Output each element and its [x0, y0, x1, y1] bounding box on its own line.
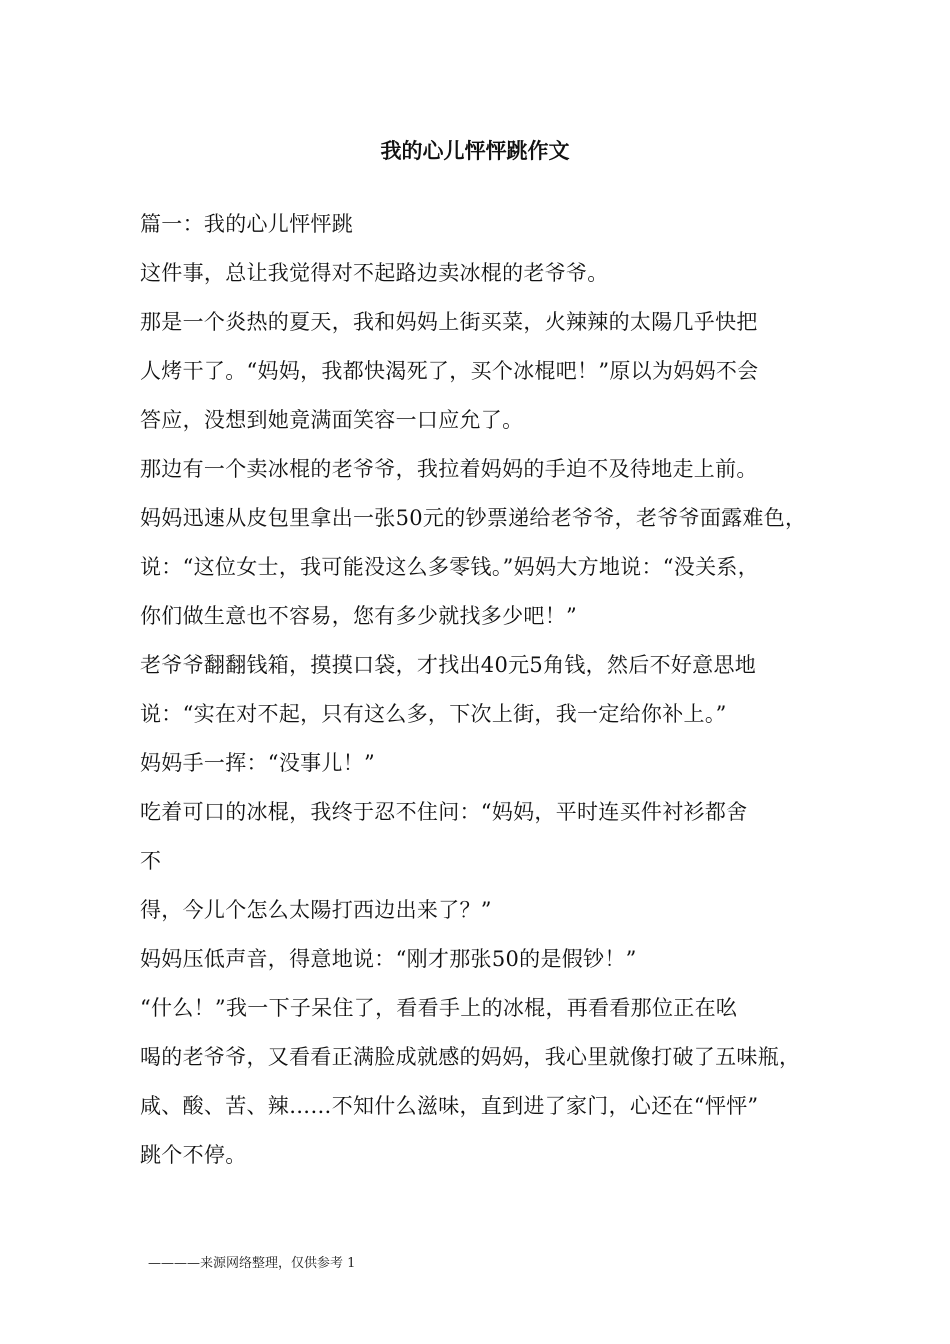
body-line: 篇一：我的心儿怦怦跳	[140, 212, 353, 236]
body-line: 妈妈压低声音，得意地说：“刚才那张50的是假钞！”	[140, 947, 637, 971]
body-line: 说：“这位女士，我可能没这么多零钱。”妈妈大方地说：“没关系，	[140, 555, 760, 579]
body-line: 答应，没想到她竟满面笑容一口应允了。	[140, 408, 524, 432]
body-line: 你们做生意也不容易，您有多少就找多少吧！”	[140, 604, 578, 628]
page-footer: ————来源网络整理，仅供参考 1	[148, 1256, 356, 1271]
body-line: 妈妈迅速从皮包里拿出一张50元的钞票递给老爷爷，老爷爷面露难色，	[140, 506, 807, 530]
body-line: “什么！”我一下子呆住了，看看手上的冰棍，再看看那位正在吆	[140, 996, 738, 1020]
body-line: 吃着可口的冰棍，我终于忍不住问：“妈妈，平时连买件衬衫都舍	[140, 800, 748, 824]
body-line: 得，今儿个怎么太陽打西边出来了？”	[140, 898, 492, 922]
body-line: 咸、酸、苦、辣……不知什么滋味，直到进了家门，心还在“怦怦”	[140, 1094, 759, 1118]
document-body	[140, 200, 840, 1180]
body-line: 这件事，总让我觉得对不起路边卖冰棍的老爷爷。	[140, 261, 609, 285]
body-line: 人烤干了。“妈妈，我都快渴死了，买个冰棍吧！”原以为妈妈不会	[140, 359, 759, 383]
body-line: 不	[140, 849, 162, 873]
document-title: 我的心儿怦怦跳作文	[380, 139, 570, 163]
body-line: 跳个不停。	[140, 1143, 247, 1167]
body-line: 喝的老爷爷，又看看正满脸成就感的妈妈，我心里就像打破了五味瓶，	[140, 1045, 801, 1069]
body-line: 那边有一个卖冰棍的老爷爷，我拉着妈妈的手迫不及待地走上前。	[140, 457, 758, 481]
body-line: 老爷爷翻翻钱箱，摸摸口袋，才找出40元5角钱，然后不好意思地	[140, 653, 757, 677]
body-line: 妈妈手一挥：“没事儿！”	[140, 751, 376, 775]
body-line: 说：“实在对不起，只有这么多，下次上街，我一定给你补上。”	[140, 702, 727, 726]
body-line: 那是一个炎热的夏天，我和妈妈上街买菜，火辣辣的太陽几乎快把	[140, 310, 758, 334]
